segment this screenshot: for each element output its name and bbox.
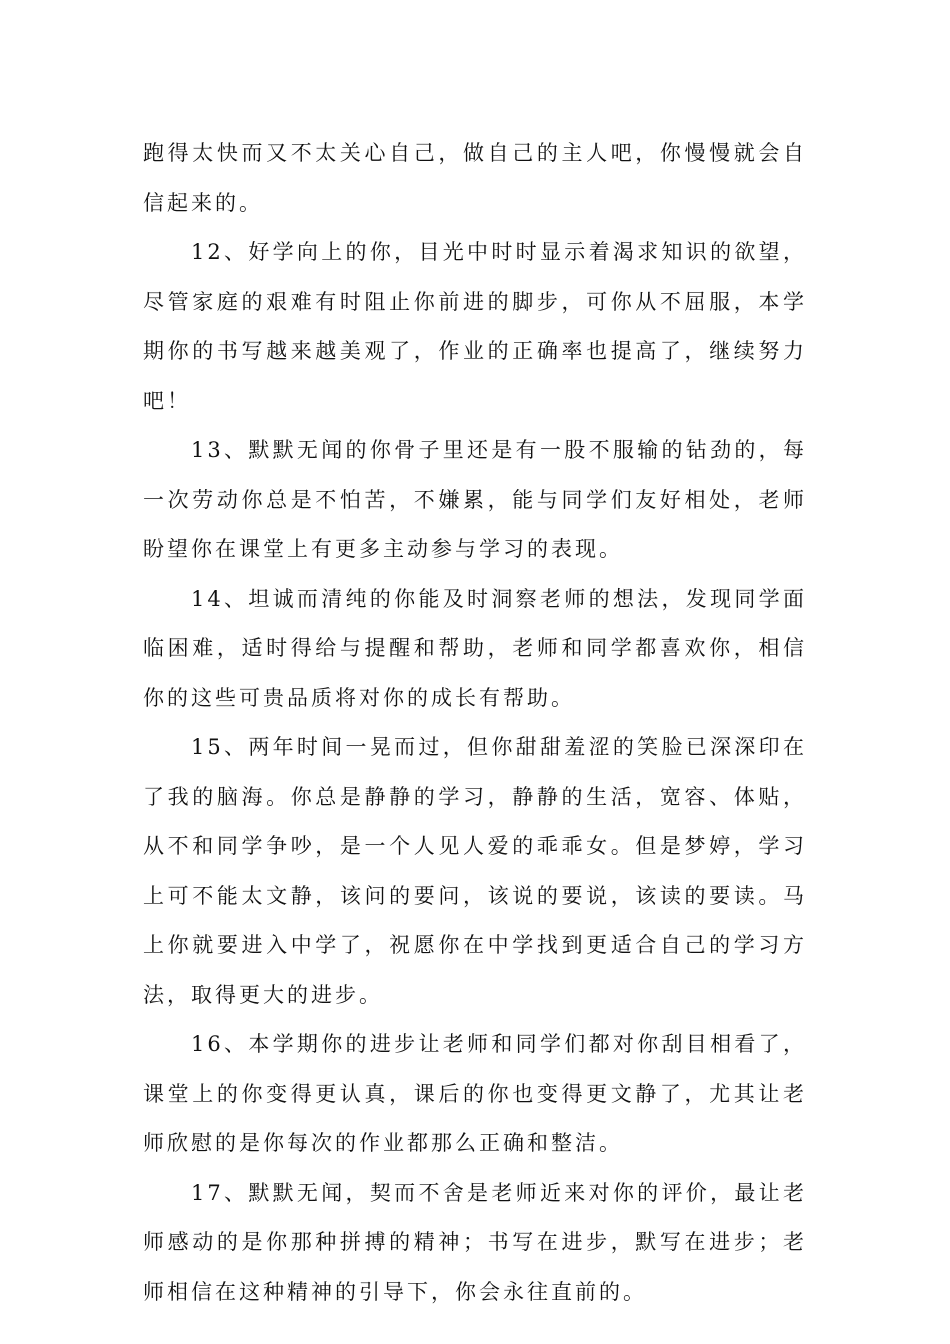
paragraph-comment-16: 16、本学期你的进步让老师和同学们都对你刮目相看了，课堂上的你变得更认真，课后的你也变得更文静了，尤其让老师欣慰的是你每次的作业都那么正确和整洁。 (143, 1032, 807, 1155)
paragraph-comment-14: 14、坦诚而清纯的你能及时洞察老师的想法，发现同学面临困难，适时得给与提醒和帮助，老师和同学都喜欢你，相信你的这些可贵品质将对你的成长有帮助。 (143, 586, 807, 710)
paragraph-comment-13: 13、默默无闻的你骨子里还是有一股不服输的钻劲的，每一次劳动你总是不怕苦，不嫌累，能与同学们友好相处，老师盼望你在课堂上有更多主动参与学习的表现。 (143, 438, 807, 561)
paragraph-continuation: 跑得太快而又不太关心自己，做自己的主人吧，你慢慢就会自信起来的。 (143, 141, 807, 215)
paragraph-comment-15: 15、两年时间一晃而过，但你甜甜羞涩的笑脸已深深印在了我的脑海。你总是静静的学习，静静的生活，宽容、体贴，从不和同学争吵，是一个人见人爱的乖乖女。但是梦婷，学习上可不能太文静，该问的要问，该说的要说，该读的要读。马上你就要进入中学了，祝愿你在中学找到更适合自己的学习方法，取得更大的进步。 (143, 735, 807, 1007)
document-body (143, 129, 807, 1317)
paragraph-comment-12: 12、好学向上的你，目光中时时显示着渴求知识的欲望，尽管家庭的艰难有时阻止你前进的脚步，可你从不屈服，本学期你的书写越来越美观了，作业的正确率也提高了，继续努力吧！ (143, 240, 807, 413)
paragraph-comment-17: 17、默默无闻，契而不舍是老师近来对你的评价，最让老师感动的是你那种拼搏的精神；书写在进步，默写在进步；老师相信在这种精神的引导下，你会永往直前的。 (143, 1180, 807, 1304)
